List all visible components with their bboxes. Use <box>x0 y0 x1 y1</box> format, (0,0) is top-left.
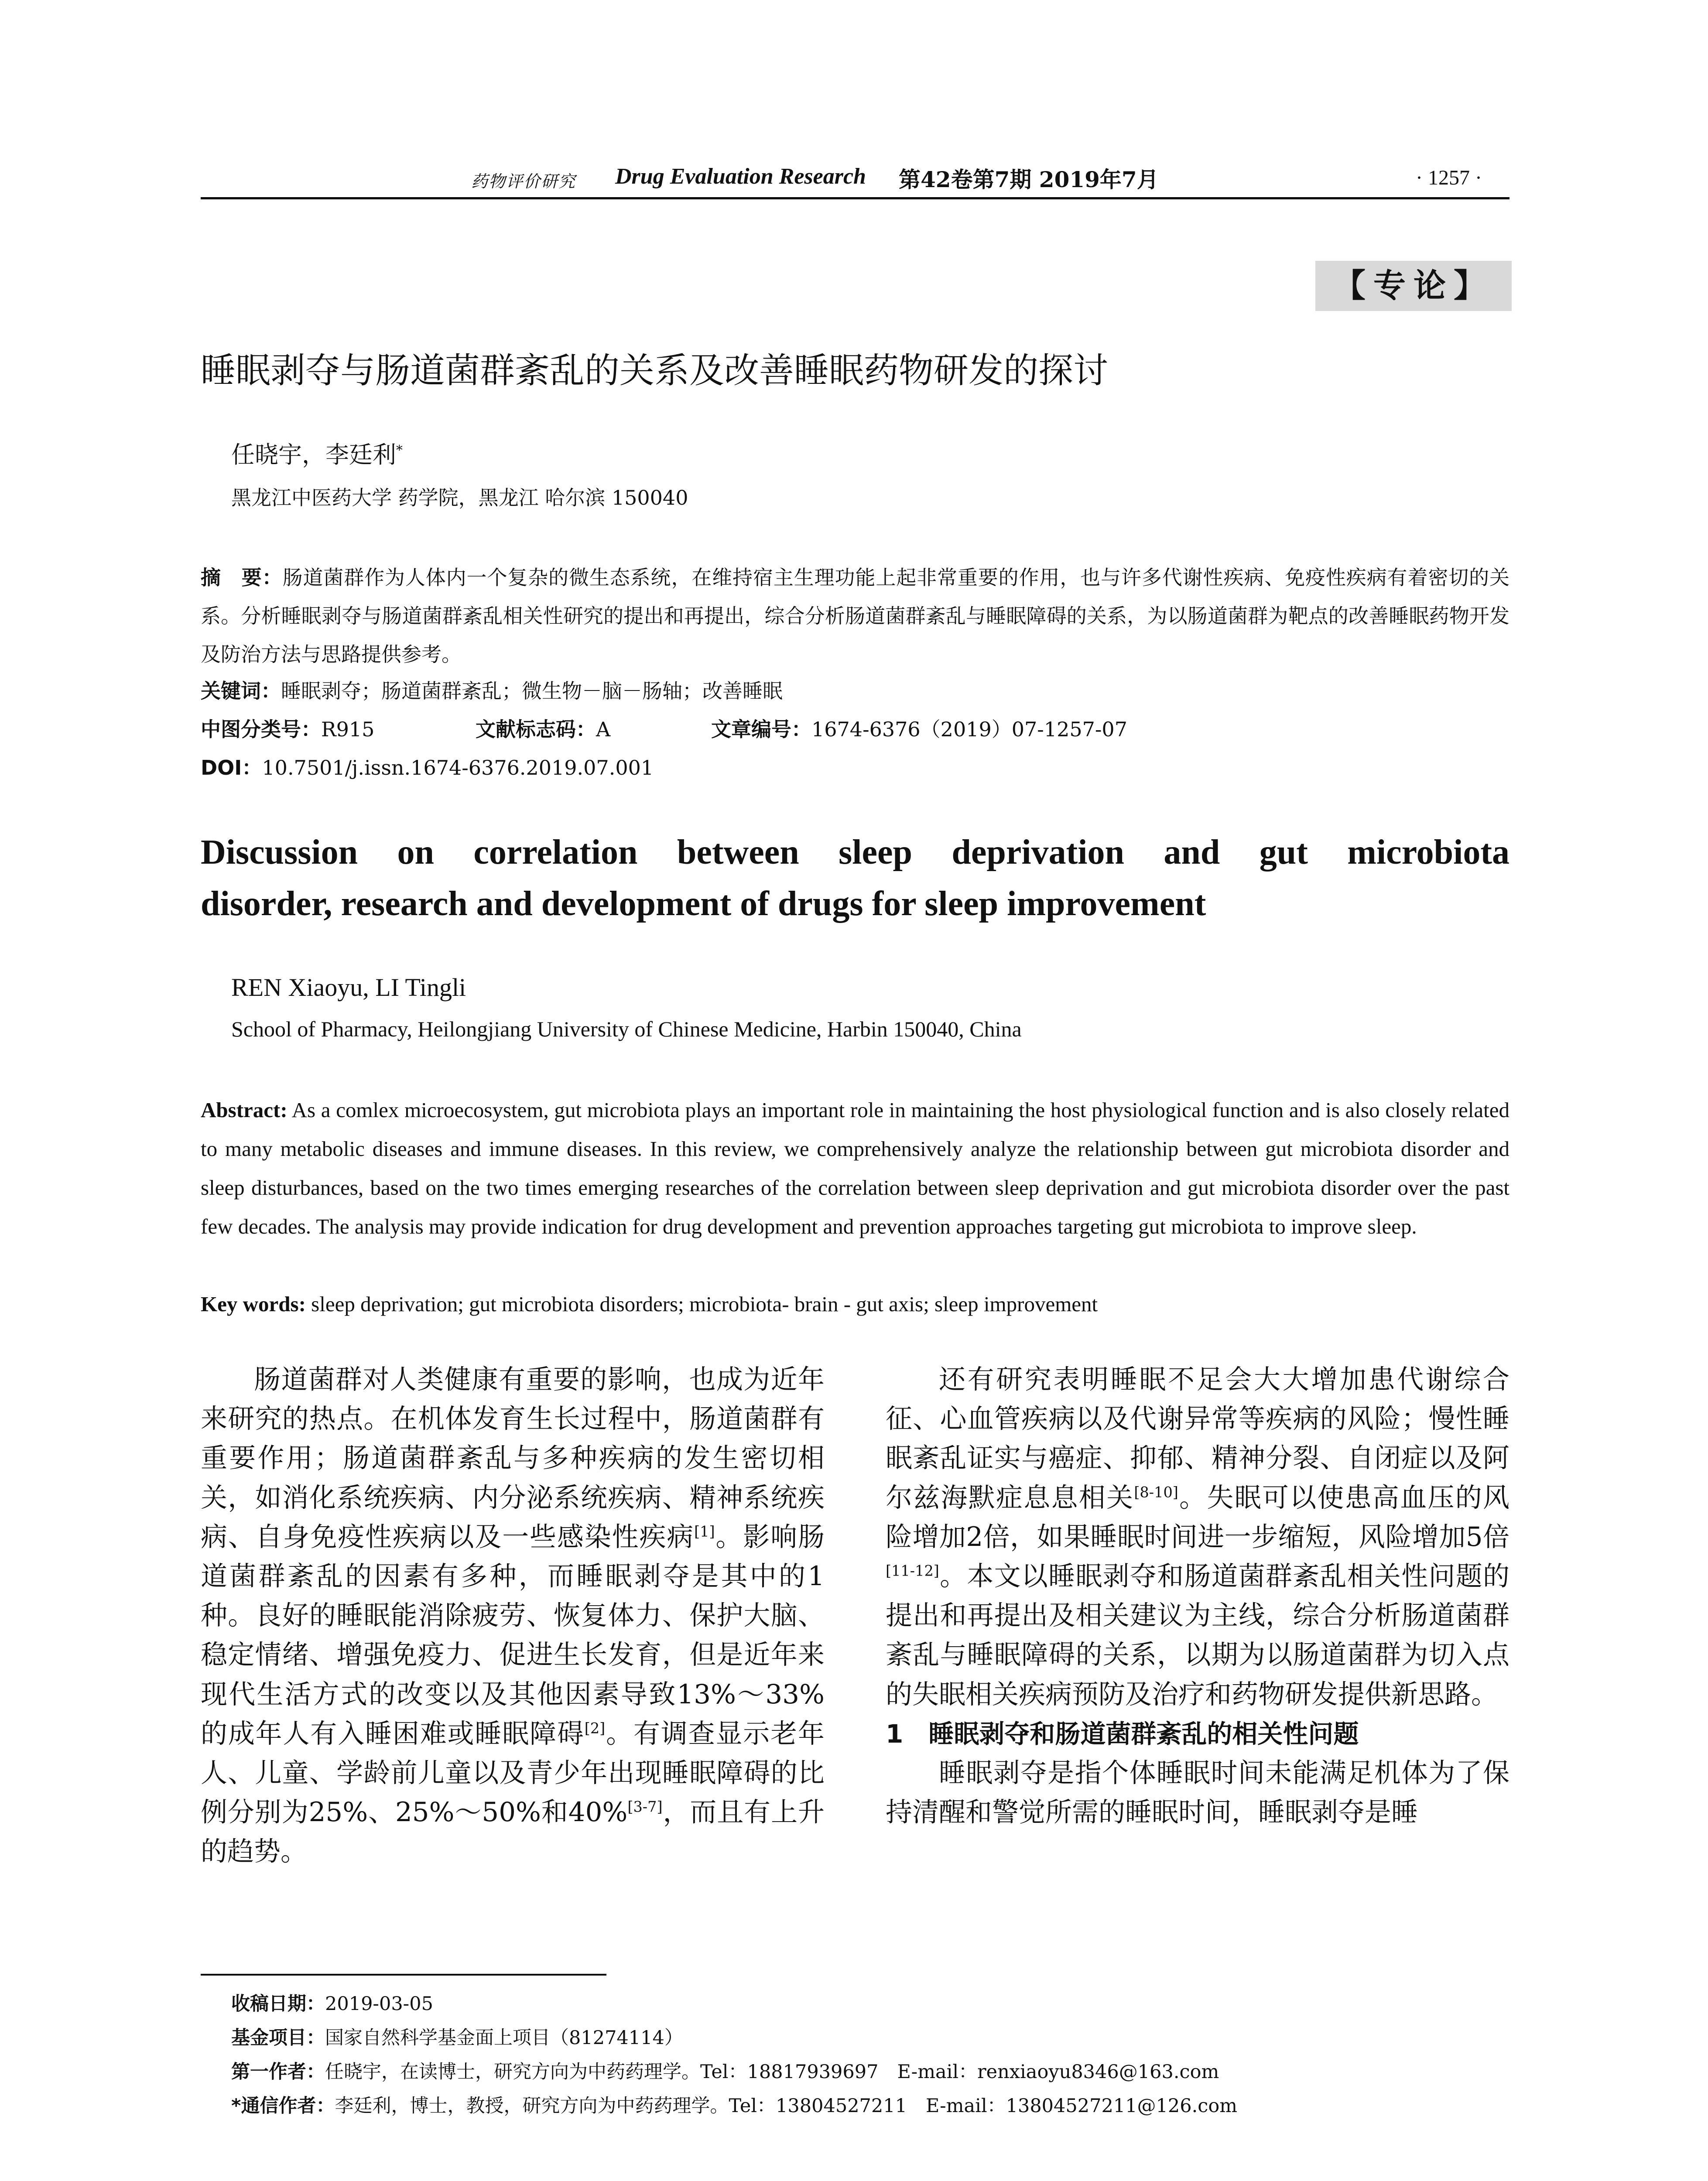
body-text: ，而且有上升的趋势。 <box>201 1797 825 1867</box>
authors-en: REN Xiaoyu, LI Tingli <box>231 973 466 1002</box>
citation-ref[interactable]: [1] <box>694 1523 715 1540</box>
affiliation-cn: 黑龙江中医药大学 药学院，黑龙江 哈尔滨 150040 <box>231 486 688 509</box>
clc-value: R915 <box>321 718 375 741</box>
footnote-label: 收稿日期： <box>231 1993 325 2015</box>
body-column-left <box>201 1360 825 1872</box>
keywords-en-text: sleep deprivation; gut microbiota disorders; microbiota- brain - gut axis; sleep improvement <box>305 1292 1098 1316</box>
abstract-en-text: As a comlex microecosystem, gut microbiota plays an important role in maintaining the host physiological function and is also closely related to many metabolic diseases and immune diseases. In this review, we comprehensively analyze the relationship between gut microbiota disorder and sleep disturbances, based on the two times emerging researches of the correlation between sleep deprivation and gut microbiota disorder over the past few decades. The analysis may provide indication for drug development and prevention approaches targeting gut microbiota to improve sleep. <box>201 1098 1509 1238</box>
body-paragraph <box>201 1360 825 1872</box>
abstract-cn-label: 摘 要： <box>201 566 283 589</box>
abstract-en <box>201 1090 1509 1246</box>
body-paragraph <box>886 1360 1509 1714</box>
keywords-en-label: Key words: <box>201 1292 306 1316</box>
body-column-right <box>886 1360 1509 1832</box>
abstract-en-label: Abstract: <box>201 1098 288 1122</box>
authors-cn-names: 任晓宇，李廷利 <box>231 441 396 468</box>
citation-ref[interactable]: [3-7] <box>627 1798 663 1815</box>
keywords-cn-text: 睡眠剥夺；肠道菌群紊乱；微生物－脑－肠轴；改善睡眠 <box>281 679 783 703</box>
keywords-en <box>201 1285 1509 1323</box>
article-number <box>711 710 1127 749</box>
keywords-cn-label: 关键词： <box>201 679 281 703</box>
section-tag: 【专论】 <box>1315 261 1512 311</box>
clc-label: 中图分类号： <box>201 718 321 741</box>
footnote-value: 国家自然科学基金面上项目（81274114） <box>325 2027 683 2049</box>
issue-info: 第42卷第7期 2019年7月 <box>899 167 1159 192</box>
body-text: 。失眠可以使患高血压的风险增加2倍，如果睡眠时间进一步缩短，风险增加5倍 <box>886 1482 1509 1552</box>
title-en-line1: Discussion on correlation between sleep deprivation and gut microbiota <box>201 833 1509 872</box>
footnote-value: 李廷利，博士，教授，研究方向为中药药理学。Tel：13804527211 E-mail：13804527211@126.com <box>335 2095 1238 2117</box>
body-text: 。影响肠道菌群紊乱的因素有多种，而睡眠剥夺是其中的1种。良好的睡眠能消除疲劳、恢复体力、保护大脑、稳定情绪、增强免疫力、促进生长发育，但是近年来现代生活方式的改变以及其他因素导致13%～33%的成年人有入睡困难或睡眠障碍 <box>201 1521 825 1749</box>
citation-ref[interactable]: [8-10] <box>1134 1484 1178 1501</box>
doc-code <box>476 710 610 749</box>
footnote-value: 2019-03-05 <box>325 1993 433 2015</box>
citation-ref[interactable]: [2] <box>584 1720 606 1737</box>
body-paragraph: 睡眠剥夺是指个体睡眠时间未能满足机体为了保持清醒和警觉所需的睡眠时间，睡眠剥夺是睡 <box>886 1757 1509 1828</box>
citation-ref[interactable]: [11-12] <box>886 1562 939 1579</box>
abstract-cn <box>201 558 1509 673</box>
body-text: 肠道菌群对人类健康有重要的影响，也成为近年来研究的热点。在机体发育生长过程中，肠道菌群有重要作用；肠道菌群紊乱与多种疾病的发生密切相关，如消化系统疾病、内分泌系统疾病、精神系统疾病、自身免疫性疾病以及一些感染性疾病 <box>201 1364 825 1552</box>
body-text: 还有研究表明睡眠不足会大大增加患代谢综合征、心血管疾病以及代谢异常等疾病的风险；慢性睡眠紊乱证实与癌症、抑郁、精神分裂、自闭症以及阿尔兹海默症息息相关 <box>886 1364 1509 1513</box>
authors-cn <box>231 436 403 470</box>
page-number: · 1257 · <box>1416 166 1482 189</box>
clc-code <box>201 710 374 749</box>
doc-value: A <box>596 718 611 741</box>
footnote-value: 任晓宇，在读博士，研究方向为中药药理学。Tel：18817939697 E-mail：renxiaoyu8346@163.com <box>325 2061 1219 2083</box>
doi-value[interactable]: 10.7501/j.issn.1674-6376.2019.07.001 <box>262 756 654 779</box>
section-heading: 1 睡眠剥夺和肠道菌群紊乱的相关性问题 <box>886 1719 1359 1749</box>
article-value: 1674-6376（2019）07-1257-07 <box>811 718 1127 741</box>
footnote-label: *通信作者： <box>231 2095 335 2117</box>
doi-label: DOI： <box>201 756 262 779</box>
footnote-rule <box>201 1974 606 1976</box>
footnote-label: 第一作者： <box>231 2061 325 2083</box>
body-text: 。有调查显示老年人、儿童、学龄前儿童以及青少年出现睡眠障碍的比例分别为25%、25%～50%和40% <box>201 1718 825 1828</box>
footnotes <box>231 1987 1496 2123</box>
footnote-received <box>231 1987 1496 2021</box>
article-label: 文章编号： <box>711 718 811 741</box>
keywords-cn <box>201 672 1509 710</box>
footnote-first-author <box>231 2055 1496 2089</box>
footnote-fund <box>231 2021 1496 2055</box>
title-en-line2: disorder, research and development of drugs for sleep improvement <box>201 885 1206 923</box>
footnote-corresponding-author <box>231 2089 1496 2123</box>
journal-name: Drug Evaluation Research <box>615 164 866 189</box>
footnote-label: 基金项目： <box>231 2027 325 2049</box>
title-cn: 睡眠剥夺与肠道菌群紊乱的关系及改善睡眠药物研发的探讨 <box>201 350 1108 391</box>
title-en <box>201 827 1509 930</box>
doc-label: 文献标志码： <box>476 718 596 741</box>
affiliation-en: School of Pharmacy, Heilongjiang University of Chinese Medicine, Harbin 150040, China <box>231 1017 1022 1041</box>
body-text: 。本文以睡眠剥夺和肠道菌群紊乱相关性问题的提出和再提出及相关建议为主线，综合分析肠道菌群紊乱与睡眠障碍的关系，以期为以肠道菌群为切入点的失眠相关疾病预防及治疗和药物研发提供新思路。 <box>886 1561 1509 1710</box>
journal-logo: 药物评价研究 <box>471 172 576 191</box>
corresponding-mark: * <box>396 443 403 458</box>
abstract-cn-text: 肠道菌群作为人体内一个复杂的微生态系统，在维持宿主生理功能上起非常重要的作用，也与许多代谢性疾病、免疫性疾病有着密切的关系。分析睡眠剥夺与肠道菌群紊乱相关性研究的提出和再提出，综合分析肠道菌群紊乱与睡眠障碍的关系，为以肠道菌群为靶点的改善睡眠药物开发及防治方法与思路提供参考。 <box>201 566 1510 666</box>
header-rule <box>201 197 1509 199</box>
doi <box>201 749 654 787</box>
